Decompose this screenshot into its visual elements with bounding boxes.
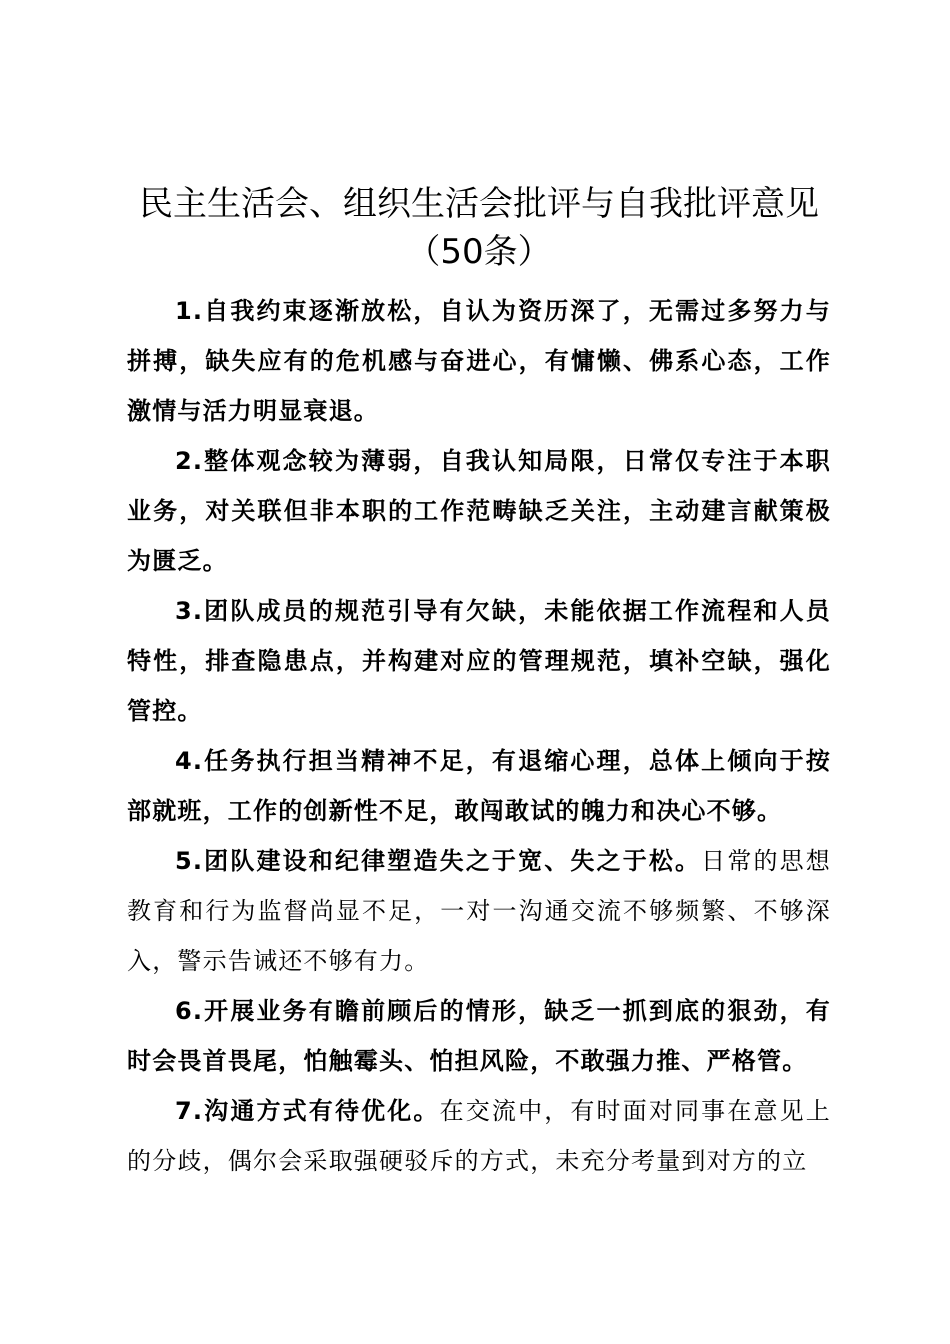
item-lead: 2.整体观念较为薄弱，自我认知局限，日常仅专注于本职业务，对关联但非本职的工作范畴缺乏关注，主动建言献策极为匮乏。 [127, 447, 831, 575]
list-item [127, 986, 831, 1086]
list-item [127, 436, 831, 586]
list-item [127, 1086, 831, 1186]
list-item [127, 586, 831, 736]
title-line-1: 民主生活会、组织生活会批评与自我批评意见 [139, 184, 819, 224]
item-lead: 5.团队建设和纪律塑造失之于宽、失之于松。 [175, 847, 702, 875]
item-body: 日常的思想教育和行为监督尚显不足，一对一沟通交流不够频繁、不够深入，警示告诫还不够有力。 [127, 847, 832, 975]
list-item [127, 286, 831, 436]
list-item [127, 836, 831, 986]
item-lead: 6.开展业务有瞻前顾后的情形，缺乏一抓到底的狠劲，有时会畏首畏尾，怕触霉头、怕担风险，不敢强力推、严格管。 [127, 997, 831, 1075]
item-lead: 4.任务执行担当精神不足，有退缩心理，总体上倾向于按部就班，工作的创新性不足，敢闯敢试的魄力和决心不够。 [127, 747, 831, 825]
document-title [117, 180, 841, 276]
item-lead: 7.沟通方式有待优化。 [175, 1097, 440, 1125]
list-item [127, 736, 831, 836]
item-body: 在交流中，有时面对同事在意见上的分歧，偶尔会采取强硬驳斥的方式，未充分考量到对方的立 [127, 1097, 831, 1175]
item-lead: 1.自我约束逐渐放松，自认为资历深了，无需过多努力与拼搏，缺失应有的危机感与奋进心，有慵懒、佛系心态，工作激情与活力明显衰退。 [127, 297, 831, 425]
title-line-2: （50条） [406, 232, 552, 272]
item-lead: 3.团队成员的规范引导有欠缺，未能依据工作流程和人员特性，排查隐患点，并构建对应的管理规范，填补空缺，强化管控。 [127, 597, 831, 725]
document-page [127, 180, 831, 1186]
